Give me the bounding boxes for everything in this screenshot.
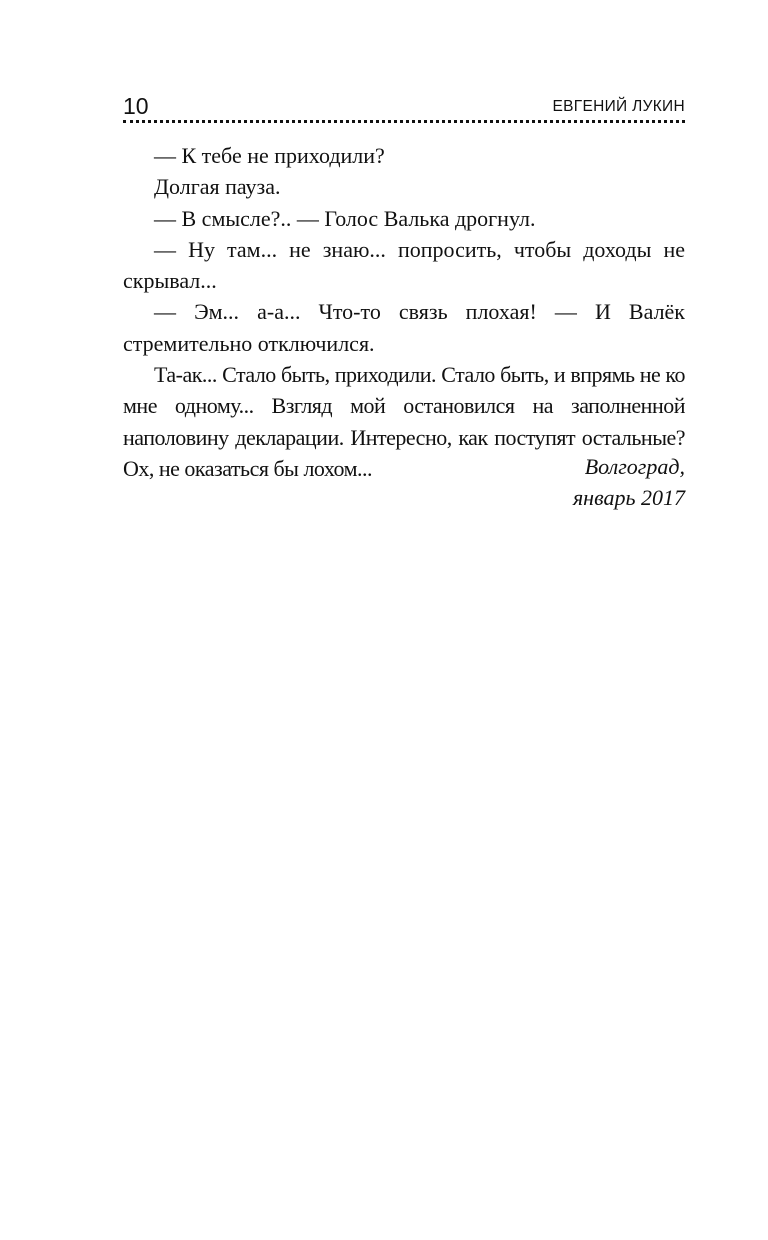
paragraph-4: — Ну там... не знаю... попросить, чтобы доходы не скрывал... xyxy=(123,236,685,294)
signature-place: Волгоград, xyxy=(584,454,685,479)
closing-signature xyxy=(123,451,685,514)
dotted-header-rule xyxy=(123,120,685,123)
page-number: 10 xyxy=(123,93,149,119)
paragraph-5: — Эм... а-а... Что-то связь плохая! — И Валёк стремительно отключился. xyxy=(123,299,685,356)
paragraph-3: — В смысле?.. — Голос Валька дрогнул. xyxy=(154,205,536,231)
paragraph-2: Долгая пауза. xyxy=(154,174,281,200)
paragraph-1: — К тебе не приходили? xyxy=(154,143,385,168)
signature-date: январь 2017 xyxy=(572,485,685,511)
running-head-author: ЕВГЕНИЙ ЛУКИН xyxy=(552,98,685,115)
page-header xyxy=(123,92,685,122)
text-body xyxy=(123,140,685,484)
paragraph-6: Та-ак... Стало быть, приходили. Стало быть, и впрямь не ко мне одному... Взгляд мой остановился на заполненной наполовину декларации. Интересно, как поступят остальные? Ох, не оказаться бы лохом... xyxy=(123,362,685,481)
